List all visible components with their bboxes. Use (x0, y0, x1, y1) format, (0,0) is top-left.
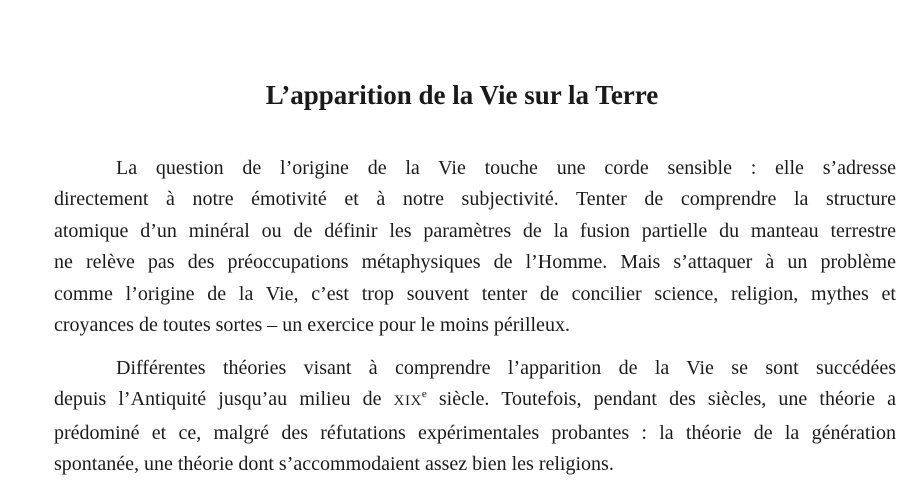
paragraph-2 (54, 353, 896, 481)
page-title: L’apparition de la Vie sur la Terre (265, 80, 659, 110)
line-text: siècle. Toutefois, pendant des siècles, une théorie a (426, 388, 896, 411)
paragraph-line: directement à notre émotivité et à notre subjectivité. Tenter de comprendre la structure (54, 188, 896, 211)
paragraph-line: comme l’origine de la Vie, c’est trop souvent tenter de concilier science, religion, mythes et (54, 282, 896, 305)
paragraph-line (54, 384, 896, 417)
paragraph-line: La question de l’origine de la Vie touche une corde sensible : elle s’adresse (116, 157, 896, 179)
paragraph-line: croyances de toutes sortes – un exercice pour le moins périlleux. (54, 314, 570, 337)
paragraph-line: atomique d’un minéral ou de définir les paramètres de la fusion partielle du manteau terrestre (54, 219, 896, 242)
paragraph-line: prédominé et ce, malgré des réfutations expérimentales probantes : la théorie de la génération (54, 421, 896, 444)
century-numeral: XIX (393, 393, 422, 410)
paragraph-line: ne relève pas des préoccupations métaphysiques de l’Homme. Mais s’attaquer à un problème (54, 251, 896, 274)
ordinal-superscript: e (421, 388, 427, 401)
paragraph-line: spontanée, une théorie dont s’accommodaient assez bien les religions. (54, 453, 614, 476)
paragraph-line: Différentes théories visant à comprendre l’apparition de la Vie se sont succédées (116, 357, 896, 379)
paragraph-1 (54, 153, 896, 341)
line-text: depuis l’Antiquité jusqu’au milieu de (54, 388, 394, 411)
